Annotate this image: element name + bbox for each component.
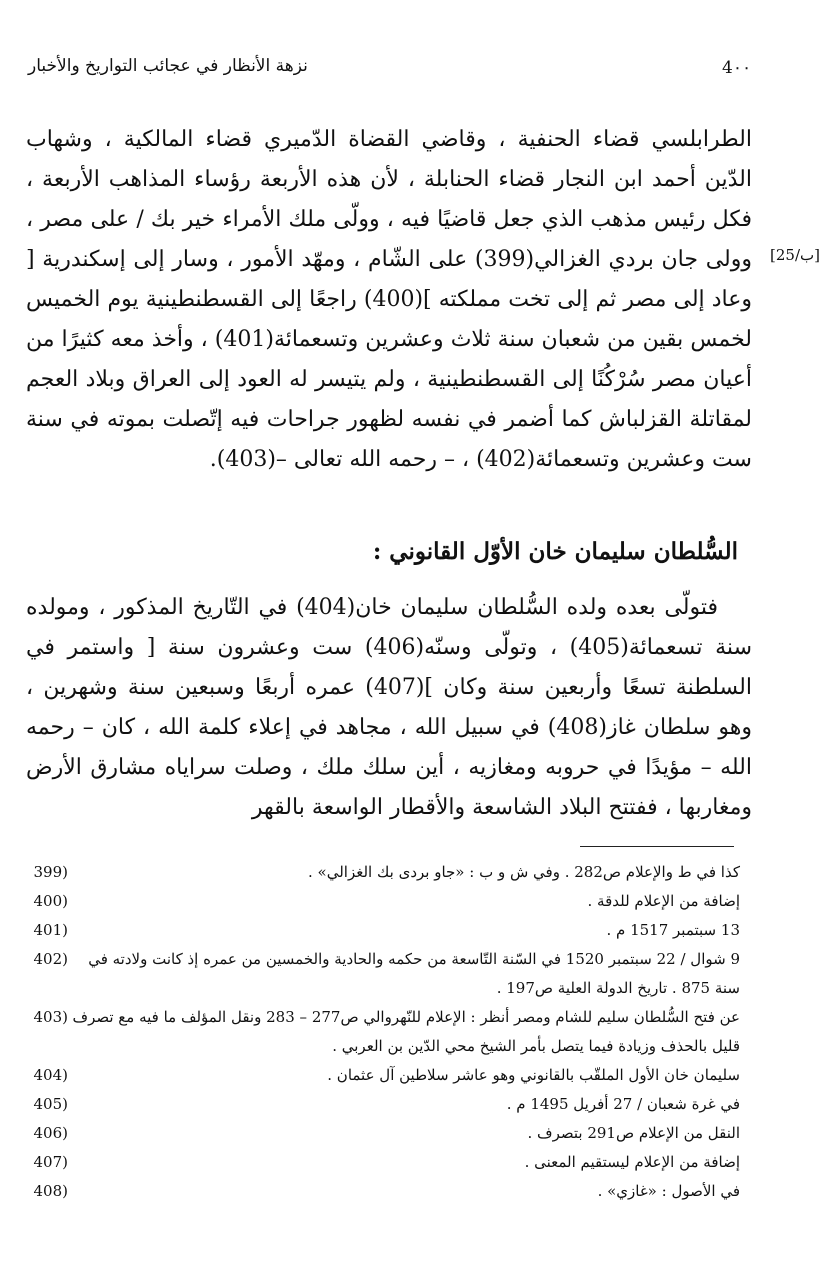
footnote — [18, 916, 740, 945]
footnote — [18, 887, 740, 916]
footnote-text: إضافة من الإعلام للدقة . — [587, 892, 740, 910]
footnote-text: إضافة من الإعلام ليستقيم المعنى . — [524, 1153, 740, 1171]
footnote — [18, 1090, 740, 1119]
footnote-separator — [580, 846, 734, 847]
footnote-number: 403) — [33, 1008, 68, 1026]
footnote — [18, 1148, 740, 1177]
footnote-text: سليمان خان الأول الملقّب بالقانوني وهو عاشر سلاطين آل عثمان . — [327, 1066, 740, 1084]
footnote — [18, 858, 740, 887]
footnote — [18, 1003, 740, 1061]
footnotes — [18, 858, 740, 1206]
running-title: نزهة الأنظار في عجائب التواريخ والأخبار — [28, 56, 308, 76]
footnote — [18, 945, 740, 1003]
footnote-number: 399) — [33, 863, 68, 881]
page-number: 4٠٠ — [722, 58, 752, 78]
footnote-number: 401) — [33, 921, 68, 939]
footnote-number: 408) — [33, 1182, 68, 1200]
footnote-number: 406) — [33, 1124, 68, 1142]
section-heading: السُّلطان سليمان خان الأوّل القانوني : — [372, 538, 738, 565]
footnote-number: 402) — [33, 950, 68, 968]
body-paragraph-2: فتولّى بعده ولده السُّلطان سليمان خان(404) في التّاريخ المذكور ، ومولده سنة تسعمائة(405) ، وتولّى وسنّه(406) ست وعشرون سنة [ واستمر في السلطنة تسعًا وأربعين سنة وكان ](407) عمره أربعًا وسبعين سنة وشهرين ، وهو سلطان غاز(408) في سبيل الله ، مجاهد في إعلاء كلمة الله ، كان – رحمه الله – مؤيدًا في حروبه ومغازيه ، أين سلك ملك ، وصلت سراياه مشارق الأرض ومغاربها ، ففتتح البلاد الشاسعة والأقطار الواسعة بالقهر — [26, 595, 753, 820]
footnote-number: 407) — [33, 1153, 68, 1171]
body-paragraph-1: الطرابلسي قضاء الحنفية ، وقاضي القضاة الدّميري قضاء المالكية ، وشهاب الدّين أحمد ابن النجار قضاء الحنابلة ، لأن هذه الأربعة رؤساء المذاهب الأربعة ، فكل رئيس مذهب الذي جعل قاضيًا فيه ، وولّى ملك الأمراء خير بك / على مصر ، وولى جان بردي الغزالي(399) على الشّام ، ومهّد الأمور ، وسار إلى إسكندرية [ وعاد إلى مصر ثم إلى تخت مملكته ](400) راجعًا إلى القسطنطينية يوم الخميس لخمس بقين من شعبان سنة ثلاث وعشرين وتسعمائة(401) ، وأخذ معه كثيرًا من أعيان مصر سُرْكُنًا إلى القسطنطينية ، ولم يتيسر له العود إلى العراق وبلاد العجم لمقاتلة القزلباش كما أضمر في نفسه لظهور جراحات فيه إتّصلت بموته في سنة ست وعشرين وتسعمائة(402) ، – رحمه الله تعالى –(403). — [26, 127, 752, 472]
footnote-text: النقل من الإعلام ص291 بتصرف . — [527, 1124, 740, 1142]
footnote — [18, 1119, 740, 1148]
footnote-number: 400) — [33, 892, 68, 910]
folio-margin-note: [25/ب] — [770, 246, 820, 264]
footnote-text: كذا في ط والإعلام ص282 . وفي ش و ب : «جاو بردى بك الغزالي» . — [308, 863, 740, 881]
footnote-number: 404) — [33, 1066, 68, 1084]
footnote-number: 405) — [33, 1095, 68, 1113]
footnote-text: في غرة شعبان / 27 أفريل 1495 م . — [506, 1095, 740, 1113]
footnote-text: عن فتح السُّلطان سليم للشام ومصر أنظر : الإعلام للنّهروالي ص277 – 283 ونقل المؤلف ما فيه مع تصرف قليل بالحذف وزيادة فيما يتصل بأمر الشيخ محي الدّين بن العربي . — [72, 1008, 740, 1055]
footnote-text: 9 شوال / 22 سبتمبر 1520 في السّنة التّاسعة من حكمه والحادية والخمسين من عمره إذ كانت ولادته في سنة 875 . تاريخ الدولة العلية ص197 . — [88, 950, 740, 997]
footnote — [18, 1177, 740, 1206]
footnote-text: في الأصول : «غازي» . — [597, 1182, 740, 1200]
footnote-text: 13 سبتمبر 1517 م . — [606, 921, 740, 939]
footnote — [18, 1061, 740, 1090]
